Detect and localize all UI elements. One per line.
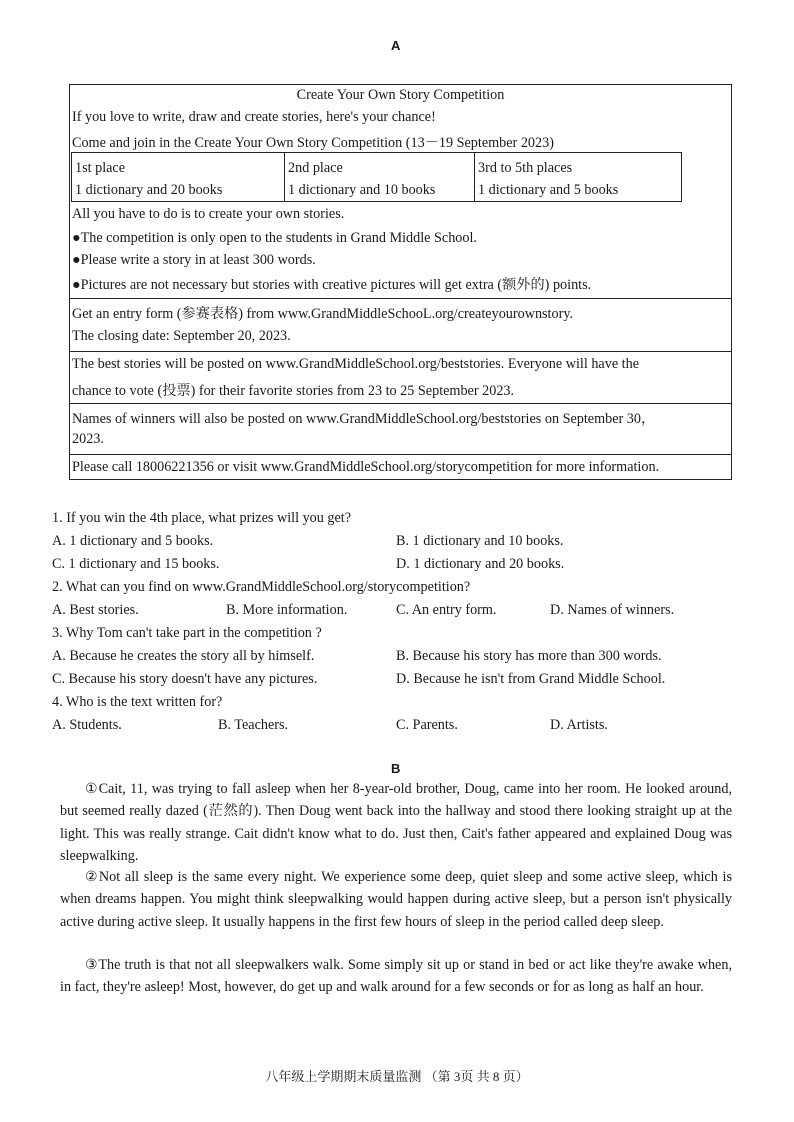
question-option: C. Because his story doesn't have any pictures. — [52, 671, 318, 687]
prize-cell-1 — [72, 153, 285, 201]
vote-line-2: chance to vote (投票) for their favorite stories from 23 to 25 September 2023. — [72, 383, 515, 399]
passage-paragraph-2: ②Not all sleep is the same every night. We experience some deep, quiet sleep and some active sleep, which is when dreams happen. You might think sleepwalking would happen during active sleep, but a person isn't physically active during active sleep. It usually happens in the first few hours of sleep in the period called deep sleep. — [60, 869, 732, 930]
question-stem: 3. Why Tom can't take part in the competition ? — [52, 625, 322, 641]
question-option: A. 1 dictionary and 5 books. — [52, 533, 214, 549]
rule-item: ●The competition is only open to the students in Grand Middle School. — [72, 230, 477, 246]
question-option: B. Teachers. — [218, 717, 289, 733]
question-option: B. Because his story has more than 300 words. — [396, 648, 662, 664]
notice-intro-1: If you love to write, draw and create stories, here's your chance! — [72, 109, 436, 125]
section-b-label: B — [391, 761, 401, 776]
prize-place: 1st place — [75, 160, 126, 176]
question-option: B. More information. — [226, 602, 348, 618]
question-option: A. Students. — [52, 717, 122, 733]
prize-place: 3rd to 5th places — [478, 160, 573, 176]
prize-table — [71, 152, 682, 202]
question-stem: 1. If you win the 4th place, what prizes will you get? — [52, 510, 352, 526]
passage-paragraph-1: ①Cait, 11, was trying to fall asleep when her 8-year-old brother, Doug, came into her room. He looked around, but seemed really dazed (茫然的). Then Doug went back into the hallway and stood there looking straight up at the light. This was really strange. Cait didn't know what to do. Just then, Cait's father appeared and explained Doug was sleepwalking. — [60, 781, 732, 864]
rules-intro: All you have to do is to create your own stories. — [72, 206, 345, 222]
winners-line-1: Names of winners will also be posted on www.GrandMiddleSchool.org/beststories on September 30， — [72, 411, 656, 427]
question-stem: 4. Who is the text written for? — [52, 694, 223, 710]
contact-line: Please call 18006221356 or visit www.GrandMiddleSchool.org/storycompetition for more information. — [72, 459, 660, 475]
question-option: C. An entry form. — [396, 602, 497, 618]
divider — [70, 298, 731, 299]
question-option: C. 1 dictionary and 15 books. — [52, 556, 220, 572]
entry-form-line: Get an entry form (参赛表格) from www.GrandMiddleSchooL.org/createyourownstory. — [72, 306, 574, 322]
question-option: D. 1 dictionary and 20 books. — [396, 556, 565, 572]
rule-item: ●Please write a story in at least 300 words. — [72, 252, 316, 268]
closing-date-line: The closing date: September 20, 2023. — [72, 328, 291, 344]
page-footer: 八年级上学期期末质量监测 （第 3页 共 8 页） — [265, 1069, 529, 1084]
notice-title: Create Your Own Story Competition — [296, 87, 505, 103]
divider — [70, 403, 731, 404]
divider — [70, 454, 731, 455]
question-stem: 2. What can you find on www.GrandMiddleSchool.org/storycompetition? — [52, 579, 471, 595]
section-a-label: A — [391, 38, 401, 53]
question-option: C. Parents. — [396, 717, 458, 733]
winners-line-2: 2023. — [72, 431, 104, 447]
question-option: D. Artists. — [550, 717, 608, 733]
question-option: A. Best stories. — [52, 602, 139, 618]
question-option: D. Because he isn't from Grand Middle School. — [396, 671, 666, 687]
prize-reward: 1 dictionary and 10 books — [288, 182, 436, 198]
prize-reward: 1 dictionary and 20 books — [75, 182, 223, 198]
prize-cell-3 — [475, 153, 681, 201]
notice-intro-2: Come and join in the Create Your Own Story Competition (13－19 September 2023) — [72, 135, 554, 151]
divider — [70, 351, 731, 352]
prize-place: 2nd place — [288, 160, 343, 176]
competition-notice — [69, 84, 732, 480]
passage-paragraph-3: ③The truth is that not all sleepwalkers walk. Some simply sit up or stand in bed or act like they're awake when, in fact, they're asleep! Most, however, do get up and walk around for a few seconds or for as long as half an hour. — [60, 957, 732, 996]
question-option: D. Names of winners. — [550, 602, 675, 618]
question-option: A. Because he creates the story all by himself. — [52, 648, 315, 664]
rule-item: ●Pictures are not necessary but stories with creative pictures will get extra (额外的) points. — [72, 277, 592, 293]
prize-cell-2 — [285, 153, 475, 201]
question-option: B. 1 dictionary and 10 books. — [396, 533, 564, 549]
vote-line-1: The best stories will be posted on www.GrandMiddleSchool.org/beststories. Everyone will have the — [72, 356, 640, 372]
prize-reward: 1 dictionary and 5 books — [478, 182, 619, 198]
